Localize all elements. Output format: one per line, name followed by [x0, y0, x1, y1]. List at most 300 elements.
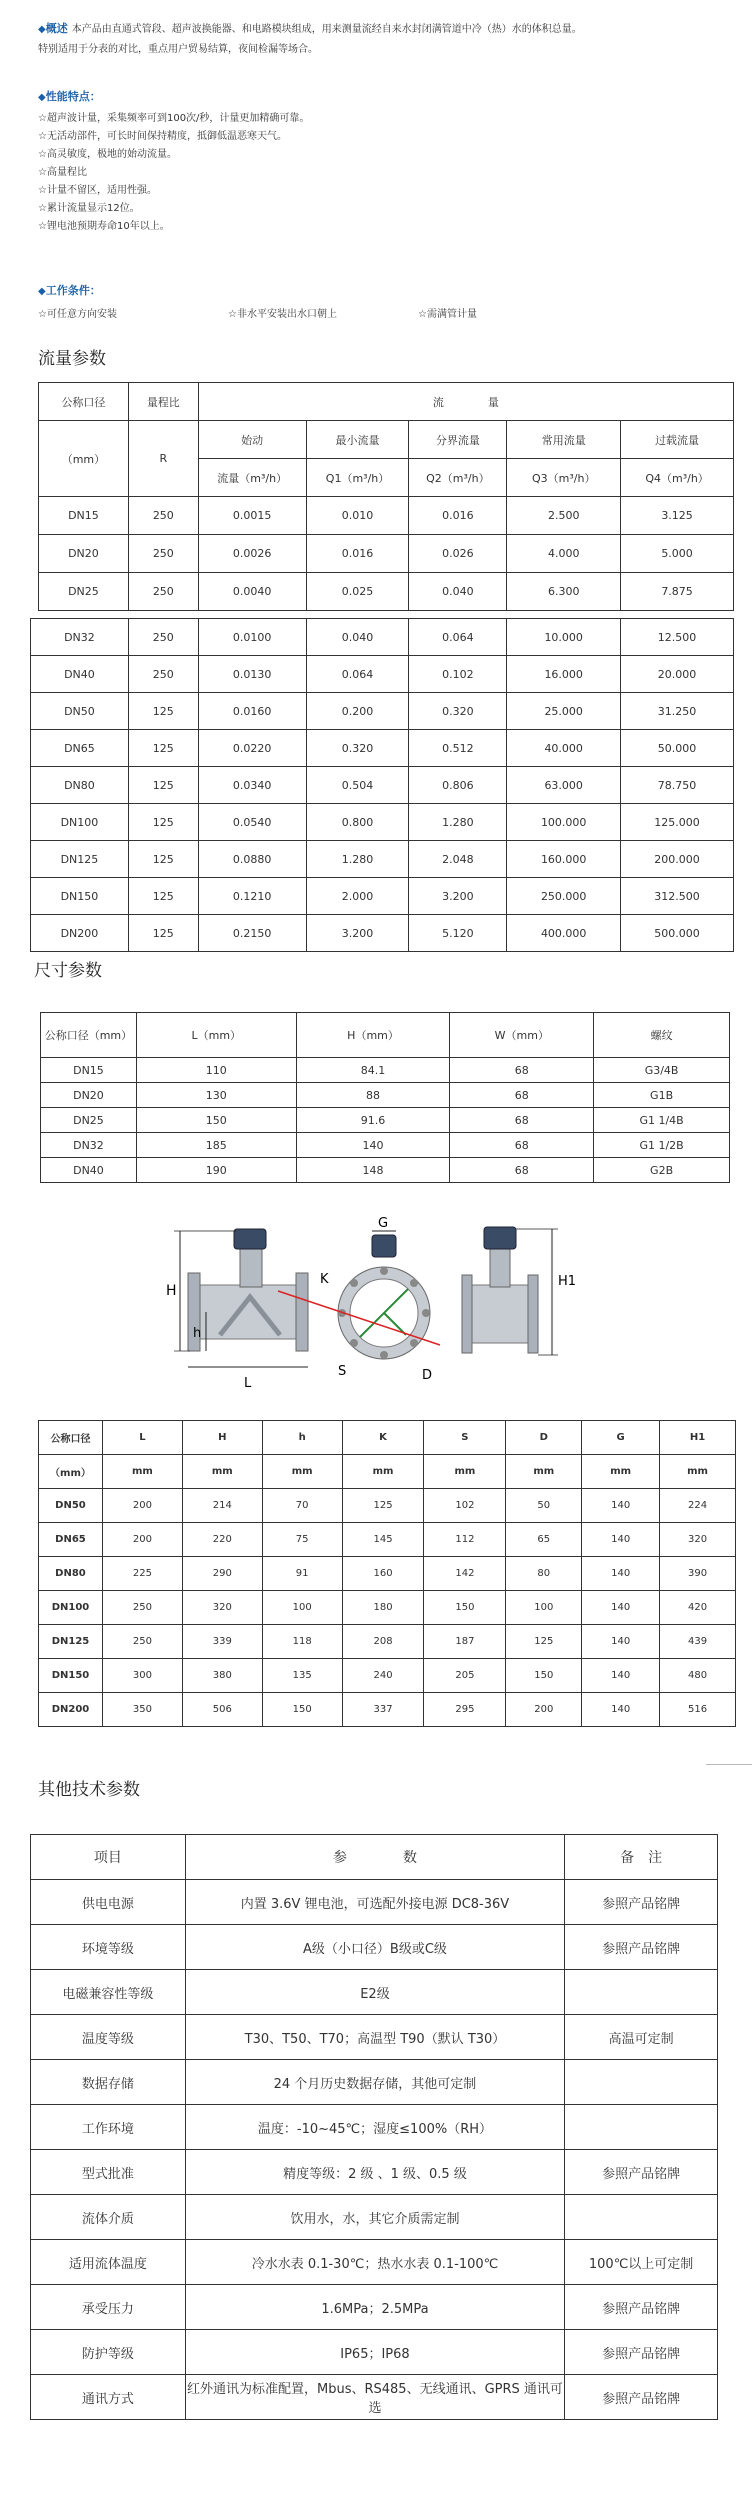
- table-cell: 40.000: [507, 730, 621, 767]
- table-cell: 125: [128, 915, 198, 952]
- table-row: [39, 497, 734, 535]
- table-cell: 250: [128, 497, 198, 535]
- size2-unit: mm: [102, 1455, 182, 1489]
- table-cell: 0.0130: [198, 656, 306, 693]
- table-row: [41, 1083, 730, 1108]
- table-cell: DN50: [39, 1489, 103, 1523]
- table-cell: 140: [582, 1659, 660, 1693]
- table-cell: 5.120: [409, 915, 507, 952]
- table-cell: 190: [136, 1158, 296, 1183]
- table-cell: DN40: [41, 1158, 137, 1183]
- size2-h: h: [262, 1421, 342, 1455]
- table-row: [31, 2375, 718, 2420]
- table-cell: 506: [182, 1693, 262, 1727]
- table-cell: 0.102: [409, 656, 507, 693]
- feature-item: ☆超声波计量，采集频率可到100次/秒，计量更加精确可靠。: [38, 113, 310, 124]
- table-cell: 0.0026: [198, 535, 306, 573]
- table-cell: 型式批准: [31, 2150, 186, 2195]
- dim-h: h: [193, 1326, 202, 1341]
- table-cell: E2级: [185, 1970, 564, 2015]
- table-cell: 7.875: [621, 573, 734, 611]
- table-cell: 0.0540: [198, 804, 306, 841]
- flow-rows-a: [39, 497, 734, 611]
- table-cell: 80: [506, 1557, 582, 1591]
- overview-label: 概述: [45, 22, 68, 35]
- table-cell: DN15: [41, 1058, 137, 1083]
- table-cell: DN200: [39, 1693, 103, 1727]
- size-title: 尺寸参数: [34, 961, 102, 981]
- table-cell: 0.025: [306, 573, 409, 611]
- feature-item: ☆计量不留区，适用性强。: [38, 185, 157, 196]
- table-cell: 68: [450, 1133, 594, 1158]
- meter-front-view: [338, 1235, 430, 1359]
- table-cell: 0.0160: [198, 693, 306, 730]
- table-cell: 125: [342, 1489, 424, 1523]
- table-row: [31, 2150, 718, 2195]
- features-label: 性能特点：: [45, 90, 101, 103]
- table-row: [39, 1489, 736, 1523]
- table-cell: A级（小口径）B级或C级: [185, 1925, 564, 1970]
- table-cell: 0.0100: [198, 619, 306, 656]
- table-cell: 400.000: [507, 915, 621, 952]
- condition-item: ☆需满管计量: [418, 309, 477, 320]
- table-cell: DN40: [31, 656, 129, 693]
- size2-unit: mm: [342, 1455, 424, 1489]
- table-cell: 100.000: [507, 804, 621, 841]
- table-cell: 70: [262, 1489, 342, 1523]
- table-cell: 180: [342, 1591, 424, 1625]
- table-row: [31, 656, 734, 693]
- table-cell: 240: [342, 1659, 424, 1693]
- table-cell: 160.000: [507, 841, 621, 878]
- table-cell: 150: [424, 1591, 506, 1625]
- table-cell: 16.000: [507, 656, 621, 693]
- table-cell: 25.000: [507, 693, 621, 730]
- table-row: [31, 767, 734, 804]
- size-rows: [41, 1058, 730, 1183]
- table-cell: G1B: [594, 1083, 730, 1108]
- table-cell: 0.512: [409, 730, 507, 767]
- table-cell: 380: [182, 1659, 262, 1693]
- table-row: [41, 1133, 730, 1158]
- table-cell: 500.000: [621, 915, 734, 952]
- h-ratio-sym: R: [128, 421, 198, 497]
- tech-rows: [31, 1880, 718, 2420]
- features: ◆性能特点： ☆超声波计量，采集频率可到100次/秒，计量更加精确可靠。 ☆无活动部件，可长时间保持精度，抵御低温恶寒天气。 ☆高灵敏度，极地的始动流量。 ☆高量程比 ☆计量不留区，适用性强。 ☆累计流量显示12位。 ☆锂电池预期寿命10年以上。: [38, 88, 738, 236]
- table-row: [39, 573, 734, 611]
- size2-unit: （mm）: [39, 1455, 103, 1489]
- table-row: [39, 1523, 736, 1557]
- table-cell: 10.000: [507, 619, 621, 656]
- table-cell: 0.2150: [198, 915, 306, 952]
- table-cell: 精度等级：2 级 、1 级、0.5 级: [185, 2150, 564, 2195]
- table-cell: 125: [128, 841, 198, 878]
- table-cell: 130: [136, 1083, 296, 1108]
- size2-unit-row: [39, 1455, 736, 1489]
- table-cell: 112: [424, 1523, 506, 1557]
- table-row: [31, 1880, 718, 1925]
- flow-table-bottom: [30, 618, 734, 952]
- table-cell: 312.500: [621, 878, 734, 915]
- size2-h: K: [342, 1421, 424, 1455]
- table-cell: DN15: [39, 497, 129, 535]
- table-row: [41, 1058, 730, 1083]
- table-cell: 65: [506, 1523, 582, 1557]
- overview-text-2: 特别适用于分表的对比，重点用户贸易结算，夜间检漏等场合。: [38, 44, 318, 55]
- table-cell: 88: [296, 1083, 450, 1108]
- dim-H: H: [166, 1283, 177, 1299]
- table-cell: 185: [136, 1133, 296, 1158]
- meter-end-view: [462, 1227, 538, 1353]
- table-cell: 0.026: [409, 535, 507, 573]
- table-cell: G3/4B: [594, 1058, 730, 1083]
- table-cell: 350: [102, 1693, 182, 1727]
- table-cell: 339: [182, 1625, 262, 1659]
- overview: ◆概述 本产品由直通式管段、超声波换能器、和电路模块组成，用来测量流经自来水封闭满管道中冷（热）水的体积总量。 特别适用于分表的对比，重点用户贸易结算，夜间检漏等场合。: [38, 22, 738, 57]
- size-h: 公称口径（mm）: [41, 1013, 137, 1058]
- size-table: [40, 1012, 730, 1183]
- table-cell: 环境等级: [31, 1925, 186, 1970]
- table-cell: 4.000: [507, 535, 621, 573]
- table-cell: 参照产品铭牌: [565, 2285, 718, 2330]
- table-cell: 150: [136, 1108, 296, 1133]
- table-cell: 1.6MPa；2.5MPa: [185, 2285, 564, 2330]
- dim-S: S: [338, 1364, 347, 1379]
- table-cell: 125: [128, 767, 198, 804]
- table-cell: 125: [506, 1625, 582, 1659]
- tech-table: [30, 1834, 718, 2420]
- table-cell: 0.064: [409, 619, 507, 656]
- table-cell: DN20: [41, 1083, 137, 1108]
- table-cell: 100: [506, 1591, 582, 1625]
- table-cell: 数据存储: [31, 2060, 186, 2105]
- table-cell: DN32: [31, 619, 129, 656]
- table-cell: 参照产品铭牌: [565, 2150, 718, 2195]
- table-cell: T30、T50、T70；高温型 T90（默认 T30）: [185, 2015, 564, 2060]
- table-cell: 0.1210: [198, 878, 306, 915]
- table-cell: 110: [136, 1058, 296, 1083]
- table-cell: 125: [128, 730, 198, 767]
- table-cell: 102: [424, 1489, 506, 1523]
- table-cell: 142: [424, 1557, 506, 1591]
- table-cell: 125: [128, 693, 198, 730]
- table-cell: 140: [296, 1133, 450, 1158]
- table-cell: 20.000: [621, 656, 734, 693]
- table-cell: 供电电源: [31, 1880, 186, 1925]
- table-row: [31, 2285, 718, 2330]
- table-cell: 0.0880: [198, 841, 306, 878]
- table-cell: 295: [424, 1693, 506, 1727]
- table-cell: 148: [296, 1158, 450, 1183]
- table-cell: 电磁兼容性等级: [31, 1970, 186, 2015]
- table-cell: 516: [660, 1693, 736, 1727]
- table-cell: G1 1/2B: [594, 1133, 730, 1158]
- flow-unit: 流量（m³/h）: [198, 459, 306, 497]
- table-row: [31, 2195, 718, 2240]
- table-cell: 205: [424, 1659, 506, 1693]
- table-cell: DN50: [31, 693, 129, 730]
- table-cell: 0.040: [306, 619, 409, 656]
- table-cell: G1 1/4B: [594, 1108, 730, 1133]
- table-cell: 0.0040: [198, 573, 306, 611]
- table-cell: 冷水水表 0.1-30℃；热水水表 0.1-100℃: [185, 2240, 564, 2285]
- table-cell: 高温可定制: [565, 2015, 718, 2060]
- table-cell: 224: [660, 1489, 736, 1523]
- table-cell: 214: [182, 1489, 262, 1523]
- table-cell: 红外通讯为标准配置，Mbus、RS485、无线通讯、GPRS 通讯可选: [185, 2375, 564, 2420]
- table-cell: 250: [102, 1625, 182, 1659]
- table-cell: [565, 2060, 718, 2105]
- table-cell: 流体介质: [31, 2195, 186, 2240]
- dim-D: D: [422, 1368, 433, 1383]
- table-cell: 100℃以上可定制: [565, 2240, 718, 2285]
- dim-L: L: [244, 1376, 252, 1391]
- table-cell: 78.750: [621, 767, 734, 804]
- flow-unit: Q4（m³/h）: [621, 459, 734, 497]
- table-cell: 50.000: [621, 730, 734, 767]
- table-row: [31, 2105, 718, 2150]
- size2-rows: [39, 1489, 736, 1727]
- table-cell: 84.1: [296, 1058, 450, 1083]
- table-cell: DN25: [41, 1108, 137, 1133]
- table-cell: 68: [450, 1158, 594, 1183]
- table-cell: 320: [660, 1523, 736, 1557]
- table-cell: 200: [102, 1523, 182, 1557]
- table-cell: DN100: [39, 1591, 103, 1625]
- table-cell: 承受压力: [31, 2285, 186, 2330]
- flow-col: 过载流量: [621, 421, 734, 459]
- feature-item: ☆累计流量显示12位。: [38, 203, 140, 214]
- table-cell: 工作环境: [31, 2105, 186, 2150]
- table-cell: 250.000: [507, 878, 621, 915]
- table-cell: 参照产品铭牌: [565, 2330, 718, 2375]
- table-cell: 250: [102, 1591, 182, 1625]
- table-cell: 91: [262, 1557, 342, 1591]
- table-cell: 0.016: [306, 535, 409, 573]
- table-cell: DN80: [31, 767, 129, 804]
- size2-unit: mm: [582, 1455, 660, 1489]
- table-row: [41, 1158, 730, 1183]
- h-unit: （mm）: [39, 421, 129, 497]
- flow-unit: Q2（m³/h）: [409, 459, 507, 497]
- tech-h: 备 注: [565, 1835, 718, 1880]
- table-row: [31, 2330, 718, 2375]
- table-cell: 250: [128, 573, 198, 611]
- table-cell: 140: [582, 1625, 660, 1659]
- table-cell: 通讯方式: [31, 2375, 186, 2420]
- size-h: H（mm）: [296, 1013, 450, 1058]
- table-cell: 参照产品铭牌: [565, 1880, 718, 1925]
- table-cell: 0.504: [306, 767, 409, 804]
- table-row: [31, 730, 734, 767]
- table-cell: DN32: [41, 1133, 137, 1158]
- table-cell: 1.280: [409, 804, 507, 841]
- table-row: [41, 1108, 730, 1133]
- table-cell: 140: [582, 1523, 660, 1557]
- table-cell: 200: [506, 1693, 582, 1727]
- table-cell: 24 个月历史数据存储，其他可定制: [185, 2060, 564, 2105]
- flow-table-top: [38, 382, 734, 611]
- tech-title: 其他技术参数: [38, 1780, 140, 1800]
- table-cell: 439: [660, 1625, 736, 1659]
- size2-h: L: [102, 1421, 182, 1455]
- table-cell: 140: [582, 1693, 660, 1727]
- condition-item: ☆非水平安装出水口朝上: [228, 309, 337, 320]
- table-cell: DN200: [31, 915, 129, 952]
- h-caliber: 公称口径: [39, 383, 129, 421]
- table-cell: DN100: [31, 804, 129, 841]
- table-cell: 0.0220: [198, 730, 306, 767]
- table-row: [31, 1970, 718, 2015]
- feature-item: ☆锂电池预期寿命10年以上。: [38, 221, 170, 232]
- table-cell: 68: [450, 1058, 594, 1083]
- table-cell: 300: [102, 1659, 182, 1693]
- condition-item: ☆可任意方向安装: [38, 309, 117, 320]
- table-row: [31, 619, 734, 656]
- flow-unit: Q1（m³/h）: [306, 459, 409, 497]
- table-cell: DN150: [39, 1659, 103, 1693]
- table-cell: DN150: [31, 878, 129, 915]
- feature-item: ☆高量程比: [38, 167, 87, 178]
- table-cell: 150: [262, 1693, 342, 1727]
- table-cell: 0.016: [409, 497, 507, 535]
- size2-header-row: [39, 1421, 736, 1455]
- size2-unit: mm: [506, 1455, 582, 1489]
- table-cell: 208: [342, 1625, 424, 1659]
- size2-h: H1: [660, 1421, 736, 1455]
- h-flow: 流 量: [198, 383, 733, 421]
- table-row: [31, 2060, 718, 2105]
- feature-item: ☆无活动部件，可长时间保持精度，抵御低温恶寒天气。: [38, 131, 287, 142]
- flow-title: 流量参数: [38, 349, 106, 369]
- table-cell: 12.500: [621, 619, 734, 656]
- table-cell: 5.000: [621, 535, 734, 573]
- table-cell: 0.064: [306, 656, 409, 693]
- feature-item: ☆高灵敏度，极地的始动流量。: [38, 149, 177, 160]
- meter-diagram: [160, 1215, 590, 1395]
- flow-col: 始动: [198, 421, 306, 459]
- size2-h: H: [182, 1421, 262, 1455]
- table-cell: 125: [128, 804, 198, 841]
- table-cell: DN80: [39, 1557, 103, 1591]
- table-cell: 480: [660, 1659, 736, 1693]
- dim-K: K: [320, 1272, 329, 1287]
- table-cell: 68: [450, 1083, 594, 1108]
- table-cell: 140: [582, 1591, 660, 1625]
- table-cell: 50: [506, 1489, 582, 1523]
- table-cell: 0.806: [409, 767, 507, 804]
- size2-h: G: [582, 1421, 660, 1455]
- table-row: [31, 878, 734, 915]
- table-row: [39, 1557, 736, 1591]
- table-cell: IP65；IP68: [185, 2330, 564, 2375]
- size2-h: S: [424, 1421, 506, 1455]
- table-cell: 140: [582, 1557, 660, 1591]
- table-cell: 75: [262, 1523, 342, 1557]
- table-cell: 2.048: [409, 841, 507, 878]
- table-cell: 0.800: [306, 804, 409, 841]
- table-cell: 125.000: [621, 804, 734, 841]
- table-cell: 参照产品铭牌: [565, 2375, 718, 2420]
- table-cell: DN65: [31, 730, 129, 767]
- table-cell: 0.200: [306, 693, 409, 730]
- table-cell: 200.000: [621, 841, 734, 878]
- table-cell: 91.6: [296, 1108, 450, 1133]
- table-cell: DN65: [39, 1523, 103, 1557]
- table-cell: 420: [660, 1591, 736, 1625]
- table-cell: 3.125: [621, 497, 734, 535]
- table-cell: 2.000: [306, 878, 409, 915]
- flow-col: 分界流量: [409, 421, 507, 459]
- table-cell: 63.000: [507, 767, 621, 804]
- table-cell: 220: [182, 1523, 262, 1557]
- table-cell: DN125: [31, 841, 129, 878]
- flow-col: 最小流量: [306, 421, 409, 459]
- overview-text: 本产品由直通式管段、超声波换能器、和电路模块组成，用来测量流经自来水封闭满管道中冷（热）水的体积总量。: [71, 24, 582, 35]
- table-cell: 饮用水，水，其它介质需定制: [185, 2195, 564, 2240]
- flow-col: 常用流量: [507, 421, 621, 459]
- table-cell: 290: [182, 1557, 262, 1591]
- table-cell: 125: [128, 878, 198, 915]
- conditions-label: 工作条件：: [45, 284, 101, 297]
- table-cell: 250: [128, 619, 198, 656]
- table-cell: 0.010: [306, 497, 409, 535]
- table-cell: 1.280: [306, 841, 409, 878]
- table-row: [31, 804, 734, 841]
- table-cell: 140: [582, 1489, 660, 1523]
- dim-G: G: [378, 1216, 389, 1231]
- table-cell: 118: [262, 1625, 342, 1659]
- conditions: ◆工作条件： ☆可任意方向安装 ☆非水平安装出水口朝上 ☆需满管计量: [38, 284, 477, 320]
- size2-h: 公称口径: [39, 1421, 103, 1455]
- table-cell: 2.500: [507, 497, 621, 535]
- size-h: L（mm）: [136, 1013, 296, 1058]
- table-row: [39, 1591, 736, 1625]
- table-cell: 3.200: [306, 915, 409, 952]
- table-row: [31, 841, 734, 878]
- table-cell: DN125: [39, 1625, 103, 1659]
- size-h: 螺纹: [594, 1013, 730, 1058]
- table-cell: 温度：-10~45℃；湿度≤100%（RH）: [185, 2105, 564, 2150]
- size-h: W（mm）: [450, 1013, 594, 1058]
- table-cell: 250: [128, 656, 198, 693]
- table-cell: 6.300: [507, 573, 621, 611]
- table-cell: 31.250: [621, 693, 734, 730]
- table-cell: 135: [262, 1659, 342, 1693]
- table-cell: 内置 3.6V 锂电池，可选配外接电源 DC8-36V: [185, 1880, 564, 1925]
- table-row: [31, 693, 734, 730]
- size2-h: D: [506, 1421, 582, 1455]
- table-cell: 187: [424, 1625, 506, 1659]
- table-row: [31, 2240, 718, 2285]
- table-cell: 0.040: [409, 573, 507, 611]
- table-cell: 320: [182, 1591, 262, 1625]
- table-row: [39, 1693, 736, 1727]
- table-cell: 68: [450, 1108, 594, 1133]
- size2-unit: mm: [182, 1455, 262, 1489]
- table-cell: 250: [128, 535, 198, 573]
- table-cell: 温度等级: [31, 2015, 186, 2060]
- flow-unit: Q3（m³/h）: [507, 459, 621, 497]
- size2-unit: mm: [262, 1455, 342, 1489]
- dim-H1: H1: [558, 1274, 577, 1289]
- table-cell: 0.0340: [198, 767, 306, 804]
- table-cell: 390: [660, 1557, 736, 1591]
- table-cell: [565, 1970, 718, 2015]
- tech-h: 参 数: [185, 1835, 564, 1880]
- table-cell: 145: [342, 1523, 424, 1557]
- table-row: [31, 2015, 718, 2060]
